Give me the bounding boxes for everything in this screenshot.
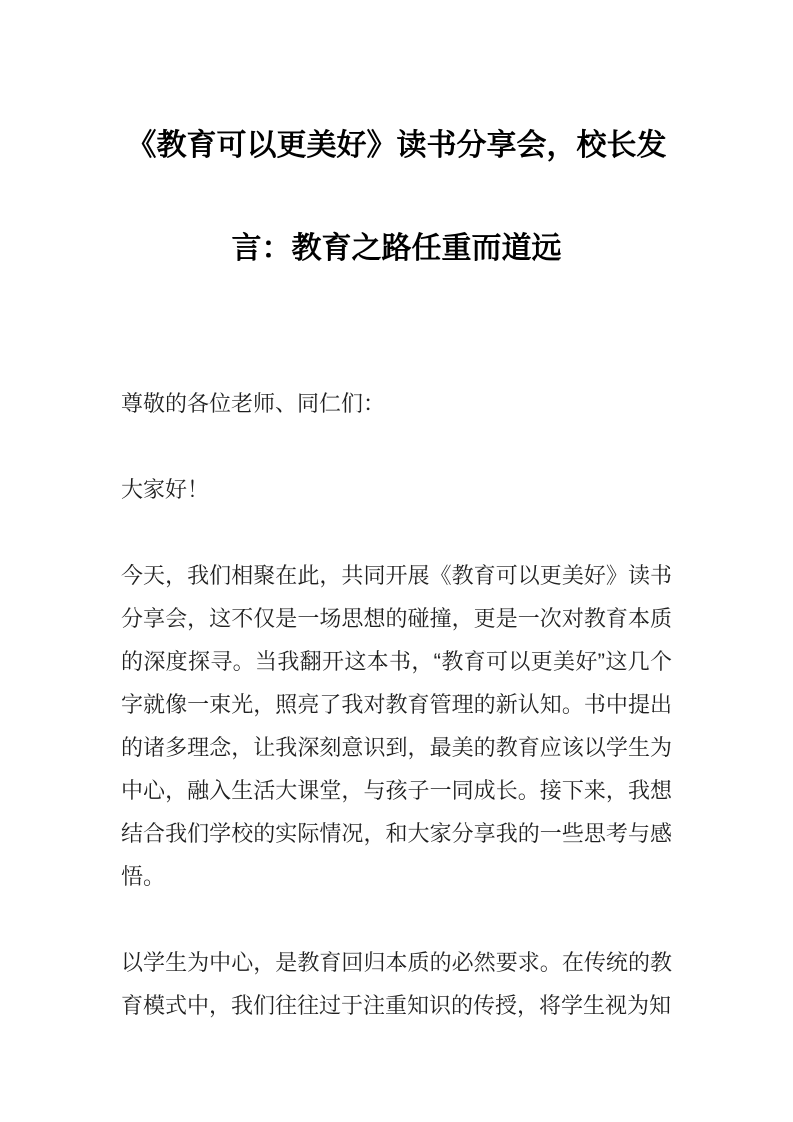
salutation-paragraph: 尊敬的各位老师、同仁们：: [121, 391, 386, 416]
document-title: 《教育可以更美好》读书分享会，校长发言：教育之路任重而道远: [126, 129, 667, 265]
greeting-paragraph: 大家好！: [121, 477, 210, 502]
intro-paragraph: 今天，我们相聚在此，共同开展《教育可以更美好》读书分享会，这不仅是一场思想的碰撞，更是一次对教育本质的深度探寻。当我翻开这本书，“教育可以更美好”这几个字就像一束光，照亮了我对教育管理的新认知。书中提出的诸多理念，让我深刻意识到，最美的教育应该以学生为中心，融入生活大课堂，与孩子一同成长。接下来，我想结合我们学校的实际情况，和大家分享我的一些思考与感悟。: [121, 563, 672, 889]
body-paragraph-truncated: 以学生为中心，是教育回归本质的必然要求。在传统的教育模式中，我们往往过于注重知识的传授，将学生视为知: [121, 950, 672, 1018]
